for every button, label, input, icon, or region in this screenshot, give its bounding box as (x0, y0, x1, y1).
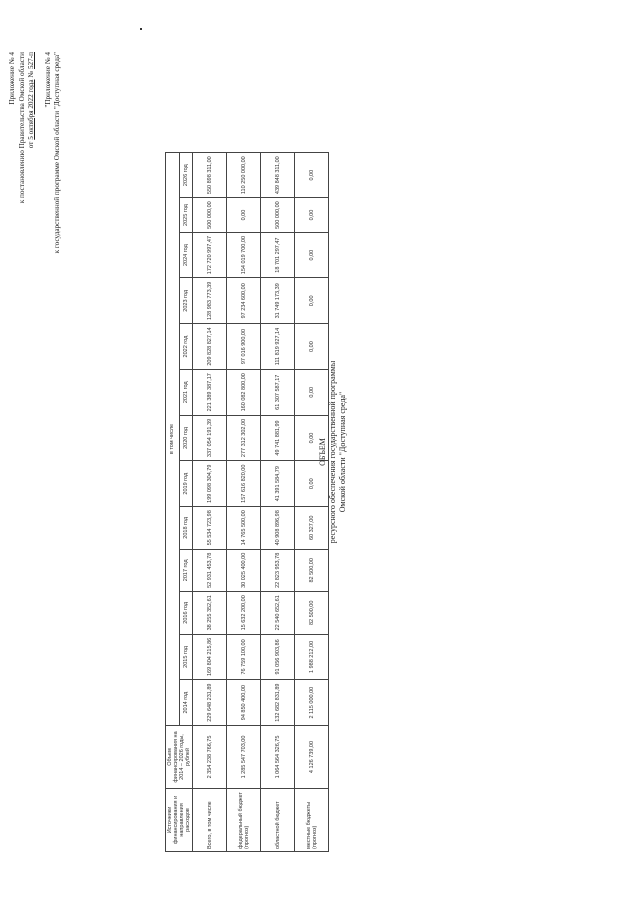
table-row (227, 153, 261, 852)
year-value-cell: 199 098 304,79 (193, 461, 227, 507)
year-value-cell: 154 019 700,00 (227, 232, 261, 278)
stray-dot (140, 28, 142, 30)
total-column-header: Объем финансирования на 2014 – 2026 годы, рублей (166, 726, 193, 789)
title-line-2: ресурсного обеспечения государственной программы (328, 360, 337, 544)
year-value-cell: 49 741 881,99 (261, 415, 295, 461)
resolution-number: 527-п (27, 52, 35, 70)
year-value-cell: 38 255 352,61 (193, 592, 227, 635)
row-total: 2 354 238 766,75 (193, 726, 227, 789)
year-header: 2014 год (179, 680, 193, 726)
including-header: в том числе (166, 153, 180, 726)
row-total: 4 126 739,00 (295, 726, 329, 789)
year-value-cell: 209 828 827,14 (193, 324, 227, 370)
year-value-cell: 60 327,00 (295, 507, 329, 550)
year-value-cell: 22 540 652,61 (261, 592, 295, 635)
row-label: Всего, в том числе (193, 789, 227, 852)
year-value-cell: 0,00 (295, 278, 329, 324)
row-label: местные бюджеты (прогноз) (295, 789, 329, 852)
document-title (318, 12, 348, 892)
year-value-cell: 0,00 (295, 369, 329, 415)
year-value-cell: 91 056 903,86 (261, 634, 295, 680)
title-line-3: Омской области "Доступная среда" (338, 391, 347, 513)
year-header: 2025 год (179, 198, 193, 232)
year-value-cell: 500 000,00 (193, 198, 227, 232)
source-column-header: Источники финансирования и направления расходов (166, 789, 193, 852)
year-header: 2017 год (179, 549, 193, 592)
year-value-cell: 61 307 587,17 (261, 369, 295, 415)
year-value-cell: 76 759 100,00 (227, 634, 261, 680)
year-value-cell: 22 823 953,78 (261, 549, 295, 592)
year-header: 2018 год (179, 507, 193, 550)
resolution-date: 5 октября 2022 года (27, 79, 35, 140)
year-value-cell: 0,00 (227, 198, 261, 232)
year-value-cell: 229 648 231,89 (193, 680, 227, 726)
year-value-cell: 40 908 896,98 (261, 507, 295, 550)
year-value-cell: 0,00 (295, 198, 329, 232)
year-header: 2022 год (179, 324, 193, 370)
year-header: 2020 год (179, 415, 193, 461)
year-value-cell: 110 250 000,00 (227, 153, 261, 198)
year-value-cell: 169 804 215,86 (193, 634, 227, 680)
year-value-cell: 97 016 900,00 (227, 324, 261, 370)
year-value-cell: 550 898 311,00 (193, 153, 227, 198)
year-header: 2023 год (179, 278, 193, 324)
row-label: областной бюджет (261, 789, 295, 852)
resolution-reference: к постановлению Правительства Омской области (17, 52, 26, 204)
table-header-row (166, 153, 180, 852)
title-line-1: ОБЪЕМ (318, 438, 327, 466)
year-value-cell: 82 500,00 (295, 549, 329, 592)
year-value-cell: 0,00 (295, 232, 329, 278)
year-value-cell: 0,00 (295, 415, 329, 461)
table-body (193, 153, 329, 852)
year-value-cell: 82 500,00 (295, 592, 329, 635)
appendix-header (8, 52, 63, 253)
year-value-cell: 14 765 500,00 (227, 507, 261, 550)
year-value-cell: 31 749 173,39 (261, 278, 295, 324)
table-row (193, 153, 227, 852)
number-sign: № (27, 69, 35, 80)
year-value-cell: 55 534 723,98 (193, 507, 227, 550)
resolution-date-line (27, 52, 37, 253)
year-value-cell: 160 082 800,00 (227, 369, 261, 415)
year-value-cell: 41 391 584,79 (261, 461, 295, 507)
year-value-cell: 221 389 387,17 (193, 369, 227, 415)
funding-table (165, 152, 329, 852)
year-value-cell: 0,00 (295, 324, 329, 370)
year-header: 2015 год (179, 634, 193, 680)
appendix-number: Приложение № 4 (8, 52, 16, 105)
year-value-cell: 52 931 453,78 (193, 549, 227, 592)
table-row (261, 153, 295, 852)
year-value-cell: 18 701 297,47 (261, 232, 295, 278)
year-value-cell: 439 848 311,00 (261, 153, 295, 198)
row-label: федеральный бюджет (прогноз) (227, 789, 261, 852)
program-appendix-number: "Приложение № 4 (43, 52, 52, 108)
row-total: 1 285 547 703,00 (227, 726, 261, 789)
year-value-cell: 1 988 212,00 (295, 634, 329, 680)
year-value-cell: 97 234 600,00 (227, 278, 261, 324)
year-value-cell: 111 819 927,14 (261, 324, 295, 370)
year-header: 2021 год (179, 369, 193, 415)
program-reference: к государственной программе Омской области "Доступная среда" (53, 52, 61, 254)
year-value-cell: 500 000,00 (261, 198, 295, 232)
rotated-page (0, 12, 640, 892)
header-gap (37, 52, 44, 253)
year-value-cell: 132 682 831,89 (261, 680, 295, 726)
year-value-cell: 337 054 191,39 (193, 415, 227, 461)
year-value-cell: 94 850 400,00 (227, 680, 261, 726)
year-value-cell: 172 720 997,47 (193, 232, 227, 278)
year-header: 2016 год (179, 592, 193, 635)
year-value-cell: 277 312 302,00 (227, 415, 261, 461)
row-total: 1 064 564 326,75 (261, 726, 295, 789)
year-value-cell: 157 616 820,00 (227, 461, 261, 507)
year-header: 2019 год (179, 461, 193, 507)
year-value-cell: 2 115 000,00 (295, 680, 329, 726)
year-value-cell: 15 632 200,00 (227, 592, 261, 635)
year-value-cell: 30 025 400,00 (227, 549, 261, 592)
year-header: 2024 год (179, 232, 193, 278)
year-value-cell: 0,00 (295, 461, 329, 507)
year-value-cell: 0,00 (295, 153, 329, 198)
year-value-cell: 128 983 773,39 (193, 278, 227, 324)
year-header: 2026 год (179, 153, 193, 198)
date-prefix: от (27, 139, 35, 149)
